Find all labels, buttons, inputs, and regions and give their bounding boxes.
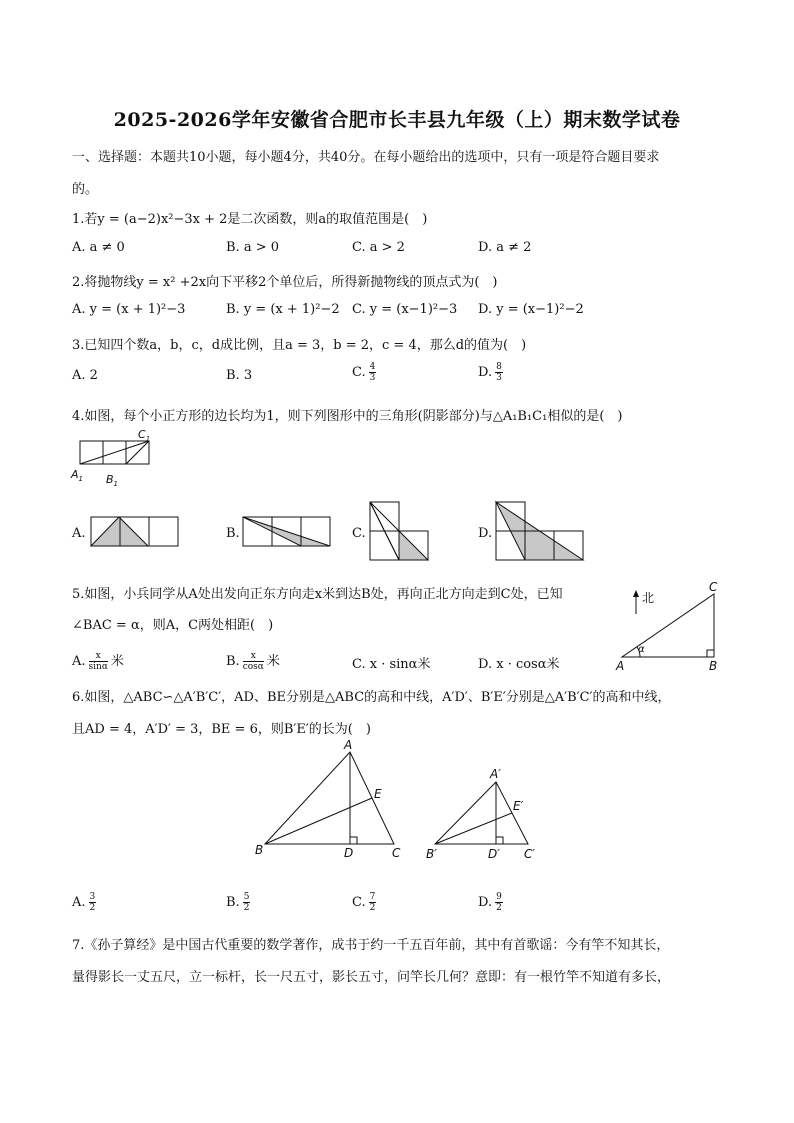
q5-option-a[interactable] xyxy=(72,650,124,672)
q3-option-d[interactable] xyxy=(478,362,506,383)
fraction-denominator: 2 xyxy=(369,903,376,913)
triangle-a-prime-b-prime-c-prime xyxy=(435,782,528,844)
q6-option-a-label: A. xyxy=(72,895,86,910)
fraction-numerator: 9 xyxy=(496,892,502,902)
fraction-numerator: 7 xyxy=(369,892,376,902)
vertex-label-c-prime: C′ xyxy=(524,847,536,861)
q5-triangle-figure xyxy=(610,578,730,674)
q5-option-b[interactable] xyxy=(226,650,280,672)
grid-square xyxy=(149,517,178,546)
north-label: 北 xyxy=(642,591,655,605)
q4-option-d-figure[interactable] xyxy=(492,499,588,563)
grid-square xyxy=(370,531,399,560)
q6-option-a-fraction xyxy=(89,892,97,913)
vertex-label-b: B xyxy=(709,659,718,673)
page-title: 2025-2026学年安徽省合肥市长丰县九年级（上）期末数学试卷 xyxy=(113,109,681,131)
q6-option-c[interactable] xyxy=(352,892,379,913)
angle-label-alpha: α xyxy=(638,644,645,655)
q6-option-c-fraction xyxy=(369,892,377,913)
q6-option-d-fraction xyxy=(495,892,503,913)
q1-option-a[interactable]: A. a ≠ 0 xyxy=(72,240,125,255)
vertex-label-d: D xyxy=(344,846,354,860)
q6-triangle-abc-figure xyxy=(250,736,410,864)
fraction-numerator: 3 xyxy=(89,892,96,902)
q4-option-d-label[interactable]: D. xyxy=(478,526,493,541)
question-2-stem: 2.将抛物线y = x² +2x向下平移2个单位后，所得新抛物线的顶点式为( ) xyxy=(72,275,498,290)
q6-option-b-fraction xyxy=(243,892,251,913)
fraction-denominator: 2 xyxy=(496,903,502,913)
question-7-line1: 7.《孙子算经》是中国古代重要的数学著作，成书于约一千五百年前，其中有首歌谣：今有竿不知其长， xyxy=(72,938,670,953)
q4-option-a-figure[interactable] xyxy=(88,514,182,550)
q3-option-b[interactable]: B. 3 xyxy=(226,368,253,383)
question-4-stem: 4.如图，每个小正方形的边长均为1，则下列图形中的三角形(阴影部分)与△A₁B₁C₁相似的是( ) xyxy=(72,409,623,424)
triangle-a1b1c1 xyxy=(80,441,149,464)
q6-option-c-label: C. xyxy=(352,895,366,910)
fraction-numerator: 4 xyxy=(369,362,376,372)
q4-option-c-figure[interactable] xyxy=(366,499,432,563)
question-5-line1: 5.如图，小兵同学从A处出发向正东方向走x米到达B处，再向正北方向走到C处，已知 xyxy=(72,587,563,602)
q5-option-a-fraction xyxy=(89,651,108,672)
vertex-label-a1: $A_1$ xyxy=(71,468,83,483)
shaded-triangle xyxy=(243,517,330,546)
vertex-label-c: C xyxy=(392,846,401,860)
q5-option-b-label: B. xyxy=(226,654,240,669)
vertex-label-c: C xyxy=(709,580,718,594)
fraction-denominator: 3 xyxy=(496,373,502,383)
question-1-stem: 1.若y = (a−2)x²−3x + 2是二次函数，则a的取值范围是( ) xyxy=(72,212,428,227)
q1-option-c[interactable]: C. a > 2 xyxy=(352,240,405,255)
q5-option-a-unit: 米 xyxy=(110,654,124,669)
right-angle-marker xyxy=(496,837,503,844)
vertex-label-b: B xyxy=(255,843,264,857)
q5-option-d[interactable]: D. x · cosα米 xyxy=(478,657,560,672)
q4-option-a-label[interactable]: A. xyxy=(72,526,86,541)
right-angle-marker xyxy=(350,837,357,844)
vertex-label-b1: $B_1$ xyxy=(106,473,119,488)
median-b-prime-e-prime xyxy=(435,813,512,844)
q4-reference-figure xyxy=(68,426,158,490)
vertex-label-a: A xyxy=(616,659,625,673)
q3-option-c[interactable] xyxy=(352,362,379,383)
q6-option-d[interactable] xyxy=(478,892,506,913)
q2-option-a[interactable]: A. y = (x + 1)²−3 xyxy=(72,302,186,317)
q4-option-b-label[interactable]: B. xyxy=(226,526,240,541)
question-6-line2: 且AD = 4，A′D′ = 3，BE = 6，则B′E′的长为( ) xyxy=(72,722,371,737)
q6-option-a[interactable] xyxy=(72,892,99,913)
fraction-denominator: 2 xyxy=(89,903,96,913)
q2-option-c[interactable]: C. y = (x−1)²−3 xyxy=(352,302,458,317)
fraction-numerator: 8 xyxy=(496,362,502,372)
fraction-denominator: 3 xyxy=(369,373,376,383)
right-angle-marker xyxy=(707,650,714,657)
fraction-numerator: x xyxy=(243,651,264,662)
q3-option-c-fraction xyxy=(369,362,377,383)
shaded-triangle xyxy=(399,531,428,560)
vertex-label-e: E xyxy=(374,787,382,801)
fraction-numerator: x xyxy=(89,651,108,662)
vertex-label-e-prime: E′ xyxy=(513,799,524,813)
q2-option-d[interactable]: D. y = (x−1)²−2 xyxy=(478,302,584,317)
q6-option-b-label: B. xyxy=(226,895,240,910)
fraction-denominator: 2 xyxy=(243,903,250,913)
q1-option-b[interactable]: B. a > 0 xyxy=(226,240,279,255)
question-6-line1: 6.如图，△ABC∽△A′B′C′，AD、BE分别是△ABC的高和中线，A′D′、B′E′分别是△A′B′C′的高和中线， xyxy=(72,690,671,705)
vertex-label-c1: $C_1$ xyxy=(138,428,151,443)
q4-option-c-label[interactable]: C. xyxy=(352,526,366,541)
q1-option-d[interactable]: D. a ≠ 2 xyxy=(478,240,532,255)
q3-option-c-label: C. xyxy=(352,365,366,380)
q5-option-c[interactable]: C. x · sinα米 xyxy=(352,657,431,672)
north-arrow-icon xyxy=(633,590,639,597)
question-5-line2: ∠BAC = α，则A，C两处相距( ) xyxy=(72,618,274,633)
vertex-label-d-prime: D′ xyxy=(488,847,500,861)
q5-option-b-unit: 米 xyxy=(266,654,280,669)
q6-option-b[interactable] xyxy=(226,892,253,913)
fraction-denominator: sinα xyxy=(88,662,108,672)
q2-option-b[interactable]: B. y = (x + 1)²−2 xyxy=(226,302,340,317)
q3-option-a[interactable]: A. 2 xyxy=(72,368,98,383)
q3-option-d-fraction xyxy=(495,362,503,383)
q6-option-d-label: D. xyxy=(478,895,493,910)
section-instructions-line1: 一、选择题：本题共10小题，每小题4分，共40分。在每小题给出的选项中，只有一项是符合题目要求 xyxy=(72,150,660,165)
question-7-line2: 量得影长一丈五尺，立一标杆，长一尺五寸，影长五寸，问竿长几何？意即：有一根竹竿不知道有多长， xyxy=(72,970,671,985)
q4-option-b-figure[interactable] xyxy=(240,514,334,550)
section-instructions-line2: 的。 xyxy=(72,182,99,197)
q3-option-d-label: D. xyxy=(478,365,493,380)
q6-triangle-a-prime-figure xyxy=(420,756,550,866)
question-3-stem: 3.已知四个数a，b，c，d成比例，且a = 3，b = 2，c = 4，那么d的值为( ) xyxy=(72,338,527,353)
vertex-label-b-prime: B′ xyxy=(426,847,437,861)
q5-option-b-fraction xyxy=(243,651,264,672)
q5-option-a-label: A. xyxy=(72,654,86,669)
fraction-denominator: cosα xyxy=(242,662,264,672)
fraction-numerator: 5 xyxy=(243,892,250,902)
vertex-label-a-prime: A′ xyxy=(490,767,501,781)
vertex-label-a: A xyxy=(344,738,353,752)
